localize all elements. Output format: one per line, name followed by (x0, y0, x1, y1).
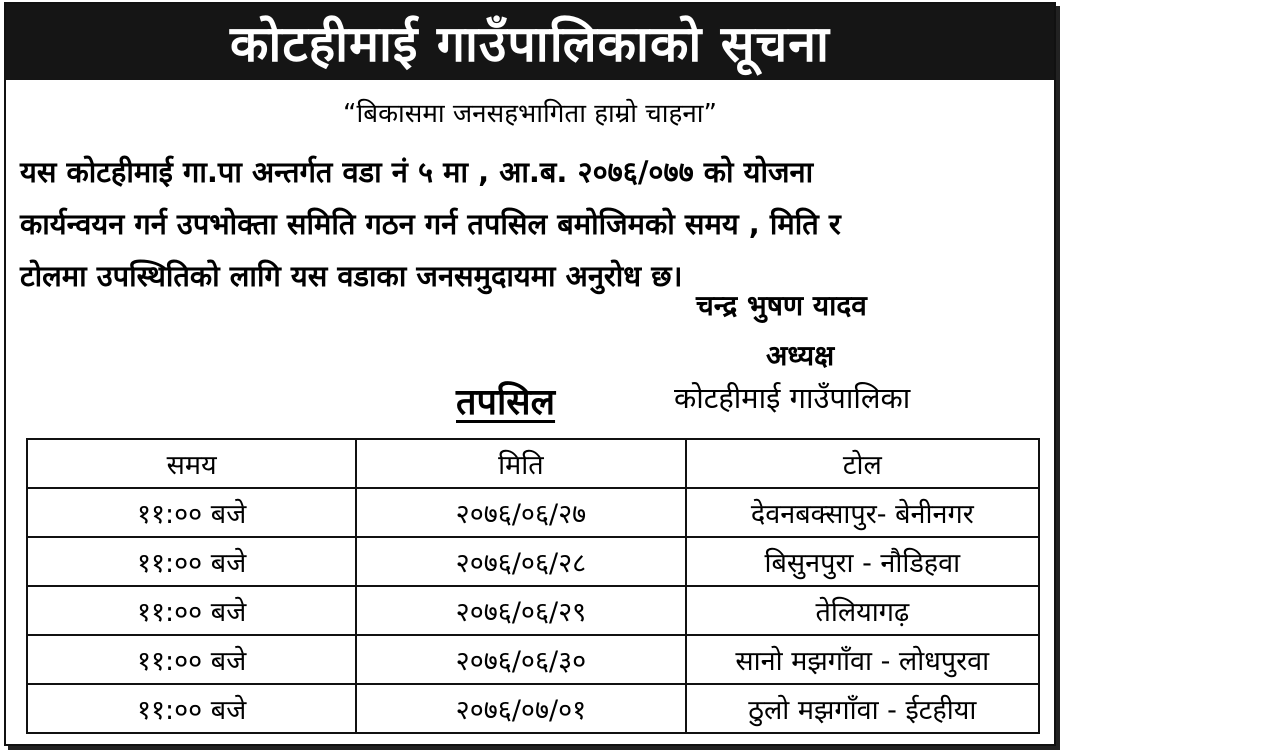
schedule-heading: तपसिल (456, 382, 556, 423)
cell-date: २०७६/०६/२८ (356, 537, 685, 586)
table-row (27, 537, 1039, 586)
paragraph-line: टोलमा उपस्थितिको लागि यस वडाका जनसमुदायमा अनुरोध छ। (20, 259, 683, 293)
header-tole: टोल (686, 439, 1039, 488)
signatory-role: अध्यक्ष (766, 339, 835, 372)
notice-card (4, 2, 1056, 746)
table-row (27, 684, 1039, 733)
cell-date: २०७६/०६/३० (356, 635, 685, 684)
cell-time: ११:०० बजे (27, 635, 356, 684)
paragraph-line: यस कोटहीमाई गा.पा अन्तर्गत वडा नं ५ मा , आ.ब. २०७६/०७७ को योजना (20, 155, 814, 189)
cell-tole: बिसुनपुरा - नौडिहवा (686, 537, 1039, 586)
notice-paragraph (20, 146, 1050, 302)
schedule-table (26, 438, 1040, 734)
cell-date: २०७६/०७/०१ (356, 684, 685, 733)
table-row (27, 586, 1039, 635)
signatory-office: कोटहीमाई गाउँपालिका (674, 381, 911, 415)
paragraph-line: कार्यन्वयन गर्न उपभोक्ता समिति गठन गर्न तपसिल बमोजिमको समय , मिति र (20, 207, 841, 241)
table-row (27, 488, 1039, 537)
header-date: मिति (356, 439, 685, 488)
slogan: “बिकासमा जनसहभागिता हाम्रो चाहना” (343, 99, 717, 129)
cell-time: ११:०० बजे (27, 684, 356, 733)
cell-time: ११:०० बजे (27, 537, 356, 586)
cell-tole: सानो मझगाँवा - लोधपुरवा (686, 635, 1039, 684)
cell-date: २०७६/०६/२७ (356, 488, 685, 537)
table-row (27, 635, 1039, 684)
cell-tole: तेलियागढ़ (686, 586, 1039, 635)
cell-time: ११:०० बजे (27, 488, 356, 537)
notice-title: कोटहीमाई गाउँपालिकाको सूचना (6, 4, 1054, 80)
cell-date: २०७६/०६/२९ (356, 586, 685, 635)
table-header-row (27, 439, 1039, 488)
signatory-name: चन्द्र भुषण यादव (696, 289, 867, 322)
cell-time: ११:०० बजे (27, 586, 356, 635)
header-time: समय (27, 439, 356, 488)
cell-tole: देवनबक्सापुर- बेनीनगर (686, 488, 1039, 537)
cell-tole: ठुलो मझगाँवा - ईटहीया (686, 684, 1039, 733)
